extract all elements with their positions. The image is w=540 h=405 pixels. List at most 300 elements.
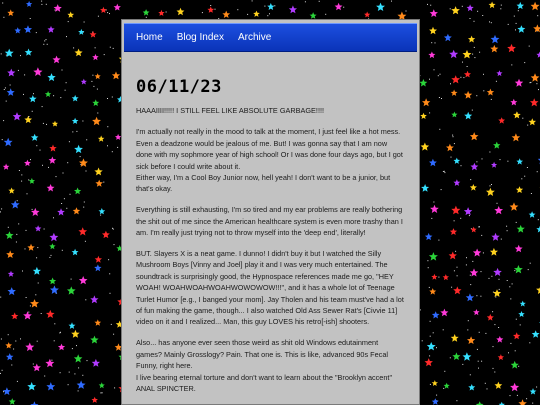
speck — [531, 193, 532, 194]
speck — [61, 203, 62, 204]
star-icon — [452, 352, 460, 360]
star-icon — [490, 248, 498, 256]
speck — [433, 332, 434, 333]
speck — [24, 74, 25, 75]
speck — [33, 364, 34, 365]
speck — [499, 279, 500, 280]
star-icon — [49, 145, 56, 152]
speck — [510, 395, 511, 396]
speck — [3, 120, 4, 121]
speck — [435, 42, 436, 43]
speck — [441, 98, 442, 99]
star-icon — [49, 243, 55, 249]
speck — [521, 178, 522, 179]
speck — [32, 209, 33, 210]
speck — [110, 47, 111, 48]
speck — [474, 21, 475, 22]
speck — [489, 152, 490, 153]
speck — [53, 217, 54, 218]
speck — [522, 118, 523, 119]
speck — [530, 82, 531, 83]
speck — [470, 374, 471, 375]
star-icon — [99, 208, 106, 214]
star-icon — [432, 311, 440, 318]
speck — [456, 400, 457, 401]
speck — [18, 223, 19, 224]
speck — [6, 55, 7, 56]
speck — [466, 264, 467, 265]
speck — [444, 171, 445, 172]
star-icon — [453, 179, 460, 186]
speck — [470, 275, 471, 276]
speck — [493, 346, 494, 347]
star-icon — [531, 73, 540, 81]
star-icon — [473, 249, 481, 257]
speck — [460, 218, 461, 219]
star-icon — [495, 382, 503, 389]
speck — [70, 194, 71, 195]
speck — [439, 129, 440, 130]
speck — [524, 176, 525, 177]
star-icon — [72, 118, 79, 124]
star-icon — [487, 89, 494, 96]
speck — [451, 157, 452, 158]
star-icon — [468, 36, 475, 43]
speck — [48, 167, 49, 168]
speck — [454, 270, 455, 271]
star-icon — [26, 1, 32, 7]
speck — [107, 126, 108, 127]
star-icon — [427, 342, 436, 350]
speck — [47, 44, 48, 45]
speck — [86, 171, 87, 172]
star-icon — [11, 200, 20, 208]
star-icon — [90, 31, 97, 38]
speck — [469, 215, 470, 216]
star-icon — [98, 136, 105, 142]
speck — [443, 329, 444, 330]
speck — [444, 172, 445, 173]
star-icon — [489, 2, 496, 9]
star-icon — [425, 358, 433, 366]
speck — [516, 319, 517, 320]
star-icon — [30, 401, 38, 405]
star-icon — [8, 188, 14, 194]
speck — [537, 15, 538, 16]
speck — [509, 286, 510, 287]
star-icon — [464, 207, 472, 215]
speck — [530, 82, 531, 83]
speck — [477, 349, 478, 350]
nav-archive-link[interactable]: Archive — [237, 32, 272, 43]
star-icon — [71, 330, 79, 338]
star-icon — [429, 27, 437, 35]
speck — [514, 270, 515, 271]
star-icon — [8, 271, 14, 277]
speck — [30, 18, 31, 19]
star-icon — [517, 25, 525, 33]
speck — [428, 267, 429, 268]
star-icon — [536, 285, 540, 294]
star-icon — [467, 336, 475, 344]
star-icon — [464, 112, 472, 120]
speck — [460, 77, 461, 78]
speck — [422, 340, 423, 341]
speck — [20, 338, 21, 339]
speck — [444, 371, 445, 372]
speck — [91, 81, 92, 82]
speck — [489, 21, 490, 22]
speck — [20, 55, 21, 56]
star-icon — [451, 75, 460, 83]
star-icon — [491, 233, 499, 241]
star-icon — [444, 34, 452, 42]
star-icon — [487, 314, 494, 321]
star-icon — [444, 383, 450, 389]
speck — [430, 5, 431, 6]
speck — [481, 235, 482, 236]
speck — [451, 287, 452, 288]
star-icon — [451, 6, 460, 14]
speck — [481, 271, 482, 272]
speck — [497, 203, 498, 204]
star-icon — [498, 354, 504, 360]
star-icon — [8, 287, 16, 295]
star-icon — [92, 99, 99, 106]
speck — [59, 332, 60, 333]
star-icon — [94, 319, 101, 325]
star-icon — [515, 245, 523, 252]
star-icon — [95, 73, 101, 79]
star-icon — [536, 226, 540, 233]
speck — [17, 381, 18, 382]
star-icon — [476, 401, 484, 405]
star-icon — [486, 188, 495, 196]
star-icon — [513, 332, 520, 339]
star-icon — [95, 256, 102, 263]
speck — [485, 383, 486, 384]
speck — [514, 16, 515, 17]
speck — [100, 215, 101, 216]
star-icon — [15, 27, 22, 33]
star-icon — [30, 299, 39, 307]
star-icon — [11, 312, 18, 319]
speck — [434, 69, 435, 70]
speck — [36, 145, 37, 146]
star-icon — [463, 352, 472, 361]
star-icon — [100, 7, 107, 13]
star-icon — [529, 118, 537, 125]
speck — [494, 324, 495, 325]
speck — [462, 6, 463, 7]
speck — [506, 226, 507, 227]
speck — [36, 32, 37, 33]
speck — [41, 4, 42, 5]
speck — [490, 185, 491, 186]
speck — [53, 95, 54, 96]
speck — [62, 250, 63, 251]
speck — [15, 341, 16, 342]
star-icon — [419, 79, 427, 87]
speck — [524, 62, 525, 63]
speck — [46, 124, 47, 125]
speck — [78, 367, 79, 368]
speck — [510, 298, 511, 299]
star-icon — [529, 211, 536, 218]
star-icon — [92, 359, 100, 367]
speck — [72, 348, 73, 349]
speck — [166, 12, 167, 13]
star-icon — [431, 274, 437, 280]
star-icon — [23, 311, 32, 319]
star-icon — [177, 8, 185, 16]
speck — [215, 9, 216, 10]
speck — [68, 384, 69, 385]
speck — [495, 297, 496, 298]
star-icon — [49, 278, 56, 285]
star-icon — [422, 98, 430, 106]
speck — [18, 70, 19, 71]
speck — [112, 228, 113, 229]
star-icon — [376, 3, 385, 11]
speck — [107, 12, 108, 13]
speck — [11, 365, 12, 366]
star-icon — [451, 334, 459, 342]
star-icon — [47, 73, 55, 81]
star-icon — [532, 330, 540, 338]
star-icon — [74, 354, 83, 362]
star-icon — [516, 158, 523, 164]
star-icon — [430, 9, 438, 17]
speck — [74, 373, 75, 374]
speck — [114, 244, 115, 245]
speck — [478, 361, 479, 362]
speck — [457, 267, 458, 268]
star-icon — [75, 49, 83, 57]
speck — [19, 170, 20, 171]
speck — [42, 165, 43, 166]
speck — [498, 327, 499, 328]
post-content — [122, 77, 419, 394]
star-icon — [536, 52, 540, 58]
speck — [436, 395, 437, 396]
speck — [8, 227, 9, 228]
star-icon — [57, 208, 65, 215]
star-icon — [29, 95, 36, 102]
speck — [46, 39, 47, 40]
speck — [73, 47, 74, 48]
speck — [76, 345, 77, 346]
post-paragraph-2a: I'm actually not really in the mood to talk at the moment, I just feel like a hot mess. Even a deadzone would be jealous of me. But! I was gonna say that I am now done with my sophmore year of high school! Or I was done four days ago, but I got sick before I could write about it. — [136, 127, 403, 171]
star-icon — [428, 52, 435, 59]
speck — [82, 121, 83, 122]
speck — [483, 252, 484, 253]
star-icon — [454, 158, 461, 164]
star-icon — [430, 205, 439, 213]
speck — [85, 241, 86, 242]
speck — [491, 22, 492, 23]
star-icon — [24, 25, 32, 33]
star-icon — [496, 336, 503, 343]
speck — [69, 372, 70, 373]
star-icon — [207, 7, 214, 13]
speck — [472, 110, 473, 111]
speck — [86, 139, 87, 140]
speck — [491, 99, 492, 100]
speck — [474, 57, 475, 58]
speck — [454, 143, 455, 144]
speck — [472, 261, 473, 262]
star-icon — [46, 382, 55, 390]
speck — [467, 329, 468, 330]
star-icon — [102, 231, 110, 238]
star-icon — [517, 225, 525, 233]
nav-bar — [124, 23, 417, 52]
speck — [35, 294, 36, 295]
speck — [64, 198, 65, 199]
speck — [439, 97, 440, 98]
star-icon — [453, 286, 461, 294]
speck — [104, 54, 105, 55]
star-icon — [515, 79, 523, 87]
speck — [485, 333, 486, 334]
star-icon — [81, 79, 87, 85]
speck — [516, 222, 517, 223]
star-icon — [493, 289, 501, 297]
star-icon — [364, 12, 370, 18]
star-icon — [513, 111, 521, 118]
star-icon — [27, 244, 34, 251]
speck — [530, 263, 531, 264]
speck — [5, 87, 6, 88]
speck — [72, 131, 73, 132]
speck — [25, 248, 26, 249]
star-icon — [69, 322, 76, 329]
star-icon — [48, 26, 55, 33]
speck — [114, 387, 115, 388]
speck — [478, 226, 479, 227]
nav-blog-index-link[interactable]: Blog Index — [176, 32, 224, 43]
star-icon — [74, 188, 81, 195]
star-icon — [467, 4, 474, 11]
speck — [481, 361, 482, 362]
speck — [515, 350, 516, 351]
speck — [441, 189, 442, 190]
speck — [517, 395, 518, 396]
star-icon — [494, 206, 503, 214]
star-icon — [310, 12, 317, 19]
star-icon — [493, 268, 502, 276]
speck — [28, 312, 29, 313]
star-icon — [158, 10, 164, 16]
speck — [60, 97, 61, 98]
star-icon — [5, 49, 14, 57]
speck — [44, 40, 45, 41]
speck — [37, 341, 38, 342]
speck — [13, 349, 14, 350]
post-paragraph-4: BUT. Slayers X is a neat game. I dunno! I didn't buy it but I watched the Silly Mushroom Boys [Vinny and Joel] play it and I was very much entertained. The soundtrack is surprisingly good, the Hypnospace references made me go, "HEY WOAH! WOAHWOAHWOAHWOWOWOW!!!", and it has a whole lot of Teenage Turlet Humor [e.g., I banged your mom]. Jay Tholen and his team must've had a lot of fun making the game, though... I also watched Old Ass Sewer Rat's [Civvie 11] video on it and I realized... Man, this guy LOVES his retro[-ish] shooters. — [136, 248, 404, 327]
speck — [438, 240, 439, 241]
star-icon — [468, 384, 475, 391]
star-icon — [493, 142, 500, 149]
star-icon — [90, 336, 98, 344]
speck — [443, 388, 444, 389]
speck — [474, 47, 475, 48]
star-icon — [425, 233, 433, 240]
star-icon — [29, 178, 35, 184]
speck — [468, 320, 469, 321]
post-paragraph-2 — [136, 126, 405, 194]
star-icon — [33, 364, 41, 372]
speck — [22, 271, 23, 272]
speck — [21, 181, 22, 182]
star-icon — [449, 50, 458, 58]
star-icon — [490, 45, 498, 53]
speck — [65, 90, 66, 91]
nav-home-link[interactable]: Home — [136, 32, 163, 43]
star-icon — [24, 160, 31, 166]
star-icon — [451, 206, 460, 215]
speck — [113, 334, 114, 335]
speck — [491, 276, 492, 277]
speck — [499, 289, 500, 290]
star-icon — [533, 24, 540, 32]
speck — [406, 11, 407, 12]
speck — [252, 0, 253, 1]
speck — [325, 14, 326, 15]
star-icon — [92, 117, 101, 126]
speck — [2, 3, 3, 4]
speck — [87, 360, 88, 361]
star-icon — [7, 88, 15, 96]
speck — [202, 12, 203, 13]
speck — [507, 280, 508, 281]
post-paragraph-3: Everything is still exhausting, I'm so tired and my ear problems are really bothering the shit out of me since the American healthcare system is even more trashy than I am. I'm really just trying not to throw myself into the 'deep end', literally! — [136, 205, 403, 238]
star-icon — [512, 133, 521, 141]
speck — [41, 313, 42, 314]
speck — [1, 208, 2, 209]
speck — [493, 368, 494, 369]
speck — [500, 159, 501, 160]
star-icon — [429, 252, 438, 261]
speck — [436, 347, 437, 348]
speck — [17, 200, 18, 201]
speck — [536, 83, 537, 84]
blog-page — [121, 19, 420, 405]
speck — [97, 89, 98, 90]
speck — [36, 257, 37, 258]
speck — [457, 275, 458, 276]
speck — [452, 135, 453, 136]
speck — [60, 372, 61, 373]
star-icon — [432, 380, 438, 386]
star-icon — [99, 382, 105, 388]
star-icon — [531, 2, 540, 11]
star-icon — [451, 90, 458, 96]
star-icon — [27, 382, 36, 390]
star-icon — [518, 311, 524, 317]
speck — [0, 373, 1, 374]
star-icon — [491, 162, 497, 168]
speck — [508, 24, 509, 25]
star-icon — [79, 158, 88, 167]
star-icon — [421, 143, 430, 151]
star-icon — [72, 95, 79, 102]
star-icon — [470, 268, 479, 276]
speck — [507, 161, 508, 162]
speck — [508, 352, 509, 353]
speck — [429, 355, 430, 356]
